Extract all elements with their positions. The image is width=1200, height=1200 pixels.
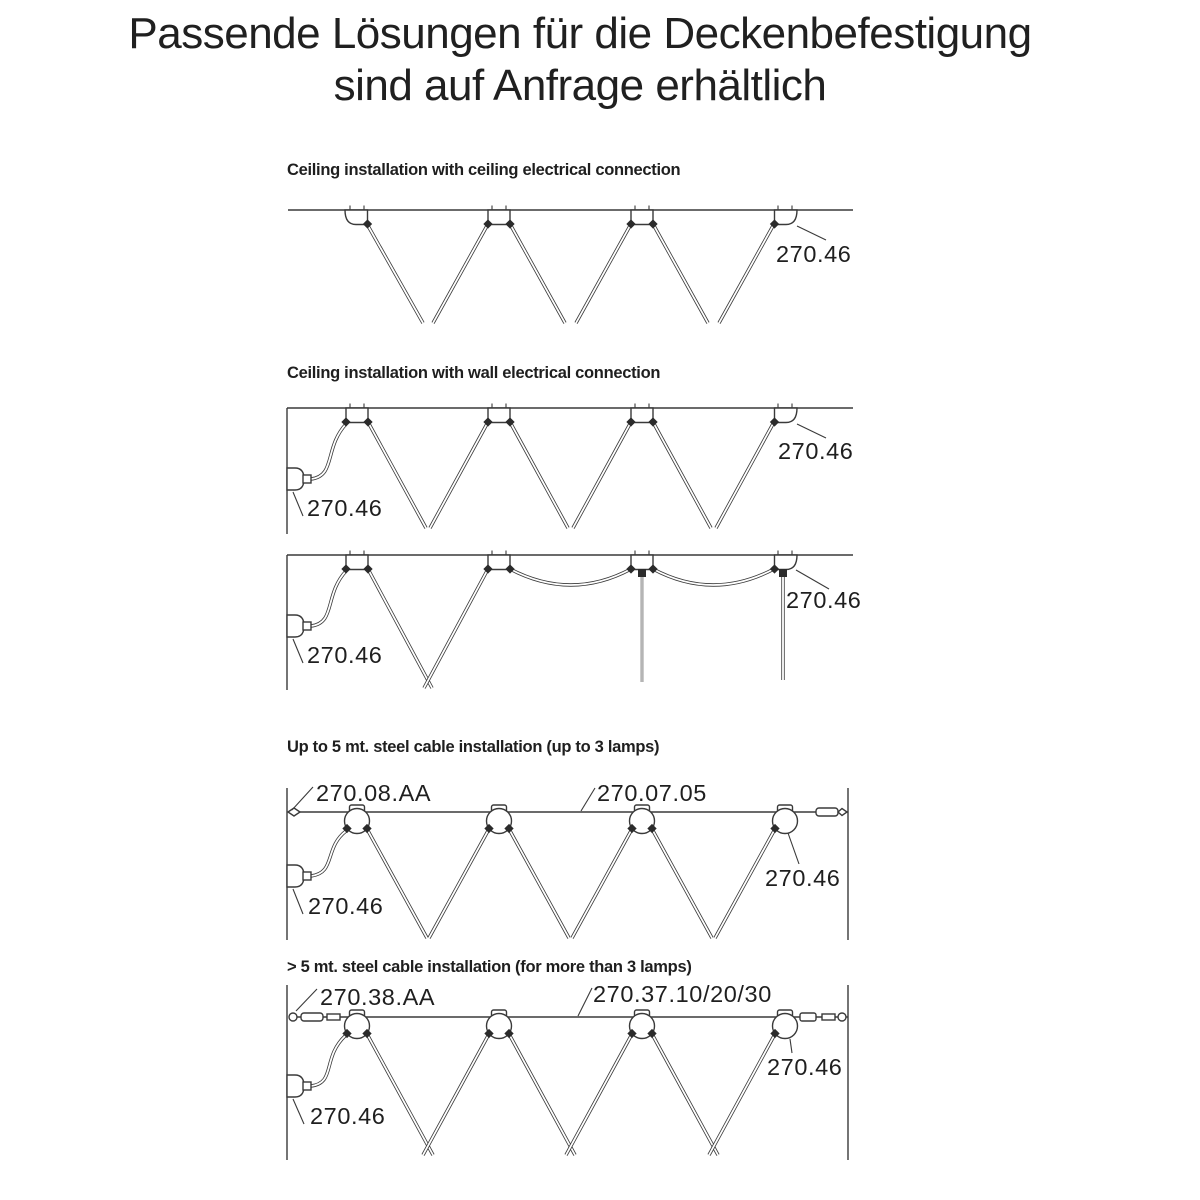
diagram-steel-cable-over5m bbox=[287, 985, 848, 1160]
ceiling-canopy bbox=[626, 206, 657, 229]
power-cable bbox=[311, 831, 346, 876]
cable-fixture bbox=[342, 805, 371, 834]
leader-line bbox=[797, 424, 826, 438]
cable-connector bbox=[779, 569, 787, 577]
pendant-cable bbox=[709, 1034, 775, 1155]
page-title-line1: Passende Lösungen für die Deckenbefestigung bbox=[128, 9, 1032, 58]
pendant-cable bbox=[509, 829, 569, 938]
cable-clamp bbox=[800, 1013, 816, 1021]
pendant-cable bbox=[719, 224, 774, 323]
section-heading-ceiling-connection: Ceiling installation with ceiling electrical connection bbox=[287, 161, 681, 179]
part-label-wall-anchor: 270.08.AA bbox=[316, 780, 432, 806]
pendant-cable bbox=[367, 1034, 433, 1155]
pendant-cable bbox=[510, 224, 565, 323]
cable-connector bbox=[638, 569, 646, 577]
leader-line bbox=[292, 787, 313, 810]
part-label-wall-anchor: 270.38.AA bbox=[320, 984, 436, 1010]
cable-clamp bbox=[327, 1014, 340, 1020]
pendant-cable bbox=[423, 1034, 489, 1155]
anchor-eyelet bbox=[838, 1013, 846, 1021]
leader-line bbox=[581, 788, 595, 811]
cable-fixture bbox=[484, 1010, 513, 1039]
ceiling-canopy bbox=[483, 551, 514, 574]
pendant-cable bbox=[653, 422, 711, 528]
cable-fixture bbox=[342, 1010, 371, 1039]
pendant-cable bbox=[566, 1034, 632, 1155]
pendant-cable bbox=[509, 1034, 575, 1155]
ceiling-canopy bbox=[341, 551, 372, 574]
part-label-wall-connector: 270.46 bbox=[307, 495, 383, 521]
part-label-wall-connector: 270.46 bbox=[310, 1103, 386, 1129]
part-label-steel-cable: 270.07.05 bbox=[597, 780, 707, 806]
ceiling-canopy bbox=[626, 404, 657, 427]
leader-line bbox=[293, 639, 303, 663]
swag-cable bbox=[653, 569, 774, 585]
part-label-wall-connector: 270.46 bbox=[308, 893, 384, 919]
pendant-cable bbox=[429, 829, 489, 938]
part-label-canopy: 270.46 bbox=[776, 241, 852, 267]
section-heading-wall-connection: Ceiling installation with wall electrical connection bbox=[287, 364, 661, 382]
power-cable bbox=[311, 571, 346, 626]
part-label-canopy: 270.46 bbox=[767, 1054, 843, 1080]
pendant-cable bbox=[367, 829, 427, 938]
turnbuckle bbox=[816, 808, 838, 816]
pendant-cable bbox=[368, 569, 432, 688]
page-title bbox=[0, 8, 1160, 112]
section-heading-steel-cable-over5m: > 5 mt. steel cable installation (for more than 3 lamps) bbox=[287, 958, 692, 976]
cable-fixture bbox=[627, 1010, 656, 1039]
pendant-cable bbox=[367, 224, 423, 323]
wall-connector-box bbox=[287, 865, 311, 887]
wall-connector-box bbox=[287, 1075, 311, 1097]
swag-cable bbox=[510, 569, 631, 585]
ceiling-canopy bbox=[483, 404, 514, 427]
part-label-wall-connector: 270.46 bbox=[307, 642, 383, 668]
ceiling-canopy bbox=[483, 206, 514, 229]
pendant-cable bbox=[510, 422, 568, 528]
part-label-canopy: 270.46 bbox=[778, 438, 854, 464]
pendant-cable bbox=[572, 829, 632, 938]
cable-fixture bbox=[770, 1010, 797, 1039]
pendant-cable bbox=[652, 829, 712, 938]
leader-line bbox=[790, 1039, 792, 1053]
wall-anchor bbox=[838, 809, 847, 816]
pendant-cable bbox=[573, 422, 631, 528]
cable-clamp bbox=[822, 1014, 835, 1020]
cable-fixture bbox=[770, 805, 797, 834]
part-label-steel-cable: 270.37.10/20/30 bbox=[593, 981, 772, 1007]
ceiling-canopy bbox=[770, 404, 797, 427]
pendant-cable bbox=[424, 569, 488, 688]
turnbuckle bbox=[301, 1013, 323, 1021]
power-cable bbox=[311, 1036, 345, 1086]
pendant-cable bbox=[433, 224, 488, 323]
wall-connector-box bbox=[287, 468, 311, 490]
part-label-canopy: 270.46 bbox=[765, 865, 841, 891]
pendant-cable bbox=[653, 224, 708, 323]
power-cable bbox=[311, 424, 346, 479]
pendant-cable bbox=[652, 1034, 718, 1155]
anchor-eyelet bbox=[289, 1013, 297, 1021]
leader-line bbox=[797, 226, 826, 240]
diagram-ceiling-connection bbox=[288, 206, 853, 324]
leader-line bbox=[788, 833, 799, 864]
pendant-cable bbox=[716, 422, 774, 528]
ceiling-canopy bbox=[341, 404, 372, 427]
leader-line bbox=[293, 889, 303, 914]
page-title-line2: sind auf Anfrage erhältlich bbox=[333, 61, 827, 110]
pendant-cable bbox=[430, 422, 488, 528]
leader-line bbox=[578, 988, 592, 1016]
wall-anchor bbox=[288, 808, 300, 816]
ceiling-canopy bbox=[770, 206, 797, 229]
diagram-wall-connection-swag bbox=[287, 551, 853, 691]
pendant-cable bbox=[576, 224, 631, 323]
leader-line bbox=[293, 1099, 304, 1124]
cable-fixture bbox=[484, 805, 513, 834]
part-label-canopy: 270.46 bbox=[786, 587, 862, 613]
wall-connector-box bbox=[287, 615, 311, 637]
leader-line bbox=[293, 492, 303, 516]
section-heading-steel-cable-5m: Up to 5 mt. steel cable installation (up to 3 lamps) bbox=[287, 738, 660, 756]
ceiling-canopy bbox=[345, 206, 372, 229]
leader-line bbox=[296, 989, 317, 1011]
cable-fixture bbox=[627, 805, 656, 834]
